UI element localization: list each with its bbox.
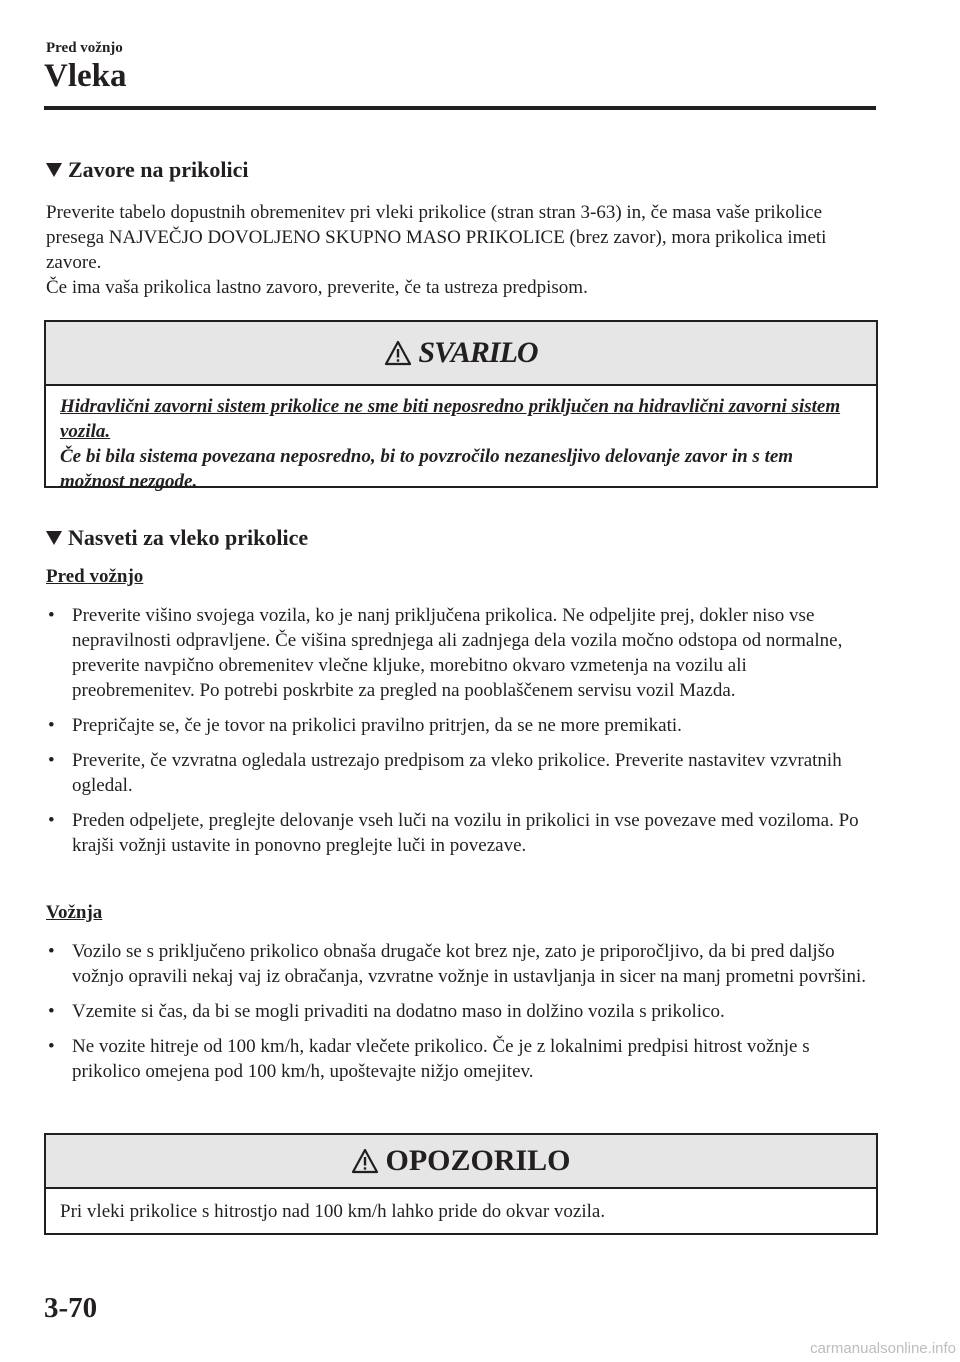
- svarilo-box: [44, 320, 878, 492]
- svarilo-header: [46, 322, 876, 386]
- heading-zavore: [46, 157, 249, 183]
- driving-list: [46, 939, 872, 1084]
- page-title: Vleka: [44, 58, 127, 94]
- svarilo-body: [46, 386, 876, 492]
- opozorilo-box: [44, 1133, 878, 1235]
- heading-nasveti-text: Nasveti za vleko prikolice: [68, 525, 309, 550]
- bullet-icon: •: [48, 810, 55, 831]
- list-item-text: Preverite višino svojega vozila, ko je nanj priključena prikolica. Ne odpeljite prej, dokler niso vse nepravilnosti odpravljene. Če višina sprednjega ali zadnjega dela vozila močno odstopa od normalne, preverite navpično obremenitev vlečne kljuke, morebitno okvaro vzmetenja na vozilu ali preobremenitev. Po potrebi poskrbite za pregled na pooblaščenem servisu vozil Mazda.: [72, 605, 843, 701]
- opozorilo-text: Pri vleki prikolice s hitrostjo nad 100 km/h lahko pride do okvar vozila.: [60, 1201, 606, 1222]
- watermark: carmanualsonline.info: [810, 1340, 956, 1357]
- svarilo-text: Če bi bila sistema povezana neposredno, bi to povzročilo nezanesljivo delovanje zavor in s tem možnost nezgode.: [60, 446, 794, 492]
- section-label: Pred vožnjo: [46, 40, 123, 56]
- zavore-text: [46, 200, 872, 300]
- opozorilo-header: [46, 1135, 876, 1189]
- list-item: [46, 713, 872, 738]
- list-item-text: Vzemite si čas, da bi se mogli privaditi na dodatno maso in dolžino vozila s prikolico.: [72, 1001, 725, 1022]
- list-item: [46, 808, 872, 858]
- svarilo-label: SVARILO: [418, 336, 538, 369]
- bullet-icon: •: [48, 1036, 55, 1057]
- subhead-before-driving: Pred vožnjo: [46, 566, 144, 587]
- bullet-icon: •: [48, 715, 55, 736]
- bullet-icon: •: [48, 750, 55, 771]
- list-item: [46, 939, 872, 989]
- triangle-bullet-icon: [46, 163, 62, 177]
- page-number: 3-70: [44, 1292, 98, 1324]
- list-item-text: Ne vozite hitreje od 100 km/h, kadar vlečete prikolico. Če je z lokalnimi predpisi hitrost vožnje s prikolico omejena pod 100 km/h, upoštevajte nižjo omejitev.: [72, 1036, 810, 1082]
- bullet-icon: •: [48, 941, 55, 962]
- subhead-driving: Vožnja: [46, 902, 103, 923]
- list-item: [46, 999, 872, 1024]
- warning-triangle-icon: [351, 1148, 379, 1174]
- svarilo-underlined-text: Hidravlični zavorni sistem prikolice ne sme biti neposredno priključen na hidravlični zavorni sistem vozila.: [60, 396, 841, 442]
- list-item: [46, 1034, 872, 1084]
- title-divider: [44, 106, 876, 110]
- bullet-icon: •: [48, 605, 55, 626]
- triangle-bullet-icon: [46, 531, 62, 545]
- list-item-text: Prepričajte se, če je tovor na prikolici pravilno pritrjen, da se ne more premikati.: [72, 715, 682, 736]
- list-item: [46, 603, 872, 703]
- opozorilo-body: [46, 1189, 876, 1233]
- before-driving-list: [46, 603, 872, 858]
- zavore-paragraph-2: Če ima vaša prikolica lastno zavoro, preverite, če ta ustreza predpisom.: [46, 277, 588, 298]
- zavore-paragraph-1: Preverite tabelo dopustnih obremenitev pri vleki prikolice (stran stran 3-63) in, če masa vaše prikolice presega NAJVEČJO DOVOLJENO SKUPNO MASO PRIKOLICE (brez zavor), mora prikolica imeti zavore.: [46, 202, 827, 273]
- bullet-icon: •: [48, 1001, 55, 1022]
- warning-triangle-icon: [384, 340, 412, 366]
- list-item-text: Vozilo se s priključeno prikolico obnaša drugače kot brez nje, zato je priporočljivo, da bi pred daljšo vožnjo opravili nekaj vaj iz obračanja, vzvratne vožnje in ustavljanja in sicer na manj prometni površini.: [72, 941, 867, 987]
- list-item-text: Preden odpeljete, preglejte delovanje vseh luči na vozilu in prikolici in vse povezave med voziloma. Po krajši vožnji ustavite in ponovno preglejte luči in povezave.: [72, 810, 859, 856]
- list-item-text: Preverite, če vzvratna ogledala ustrezajo predpisom za vleko prikolice. Preverite nastavitev vzvratnih ogledal.: [72, 750, 842, 796]
- heading-zavore-text: Zavore na prikolici: [68, 157, 249, 182]
- heading-nasveti: [46, 525, 308, 551]
- opozorilo-label: OPOZORILO: [385, 1144, 571, 1177]
- list-item: [46, 748, 872, 798]
